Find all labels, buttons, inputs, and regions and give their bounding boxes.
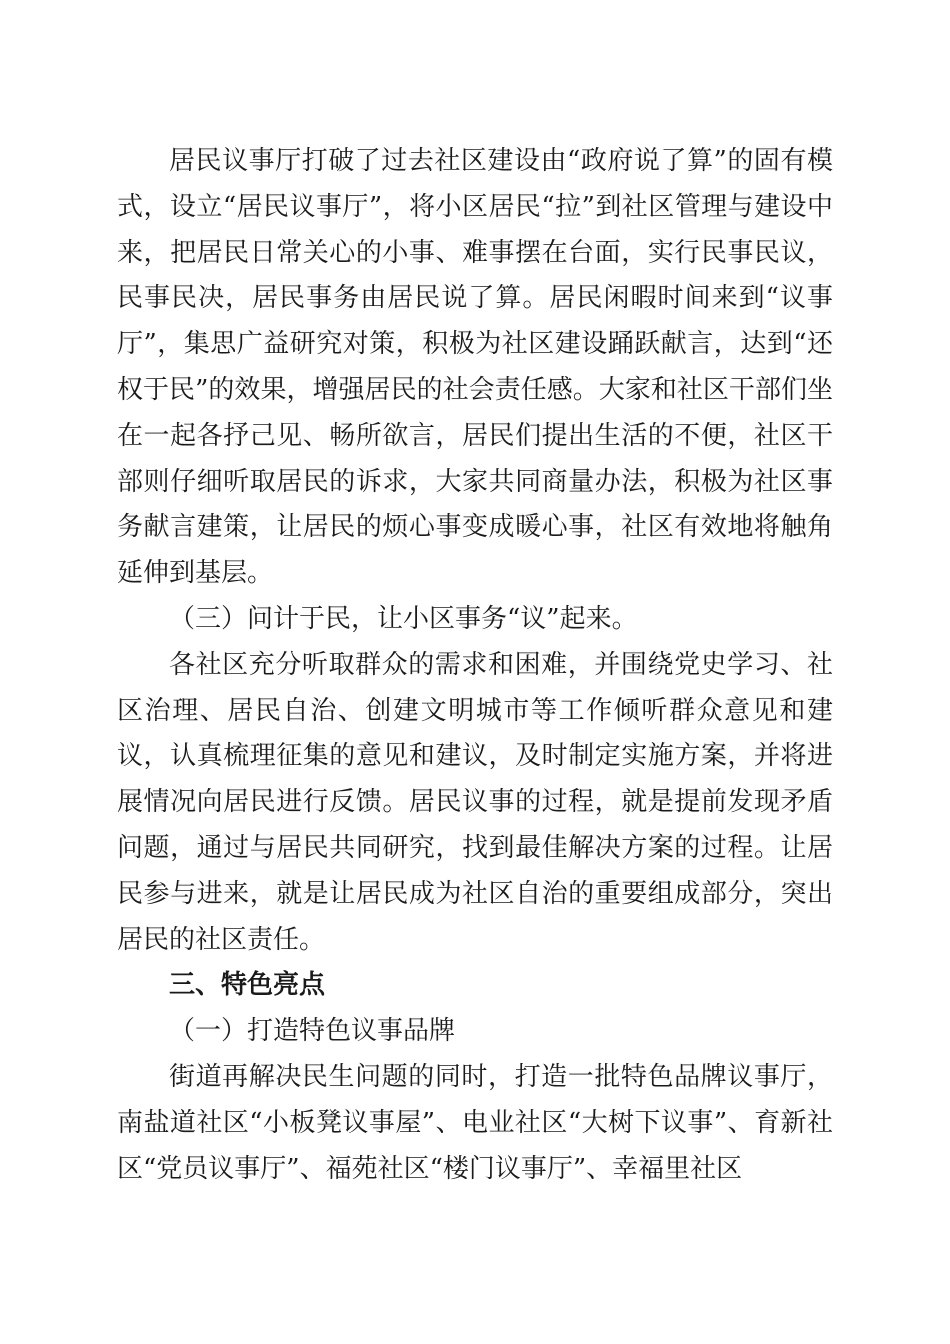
document-body bbox=[117, 139, 833, 1192]
section-heading-highlights: 三、特色亮点 bbox=[169, 970, 326, 1001]
paragraph-community-feedback: 各社区充分听取群众的需求和困难，并围绕党史学习、社区治理、居民自治、创建文明城市等工作倾听群众意见和建议，认真梳理征集的意见和建议，及时制定实施方案，并将进展情况向居民进行反馈。居民议事的过程，就是提前发现矛盾问题，通过与居民共同研究，找到最佳解决方案的过程。让居民参与进来，就是让居民成为社区自治的重要组成部分，突出居民的社区责任。 bbox=[117, 649, 833, 955]
paragraph-residents-council: 居民议事厅打破了过去社区建设由“政府说了算”的固有模式，设立“居民议事厅”，将小区居民“拉”到社区管理与建设中来，把居民日常关心的小事、难事摆在台面，实行民事民议，民事民决，居民事务由居民说了算。居民闲暇时间来到“议事厅”，集思广益研究对策，积极为社区建设踊跃献言，达到“还权于民”的效果，增强居民的社会责任感。大家和社区干部们坐在一起各抒己见、畅所欲言，居民们提出生活的不便，社区干部则仔细听取居民的诉求，大家共同商量办法，积极为社区事务献言建策，让居民的烦心事变成暖心事，社区有效地将触角延伸到基层。 bbox=[117, 146, 833, 589]
subheading-consult-residents: （三）问计于民，让小区事务“议”起来。 bbox=[169, 603, 638, 634]
paragraph-brand-council-list: 街道再解决民生问题的同时，打造一批特色品牌议事厅，南盐道社区“小板凳议事屋”、电业社区“大树下议事”、育新社区“党员议事厅”、福苑社区“楼门议事厅”、幸福里社区 bbox=[117, 1061, 833, 1184]
subheading-brand-building: （一）打造特色议事品牌 bbox=[169, 1016, 456, 1047]
